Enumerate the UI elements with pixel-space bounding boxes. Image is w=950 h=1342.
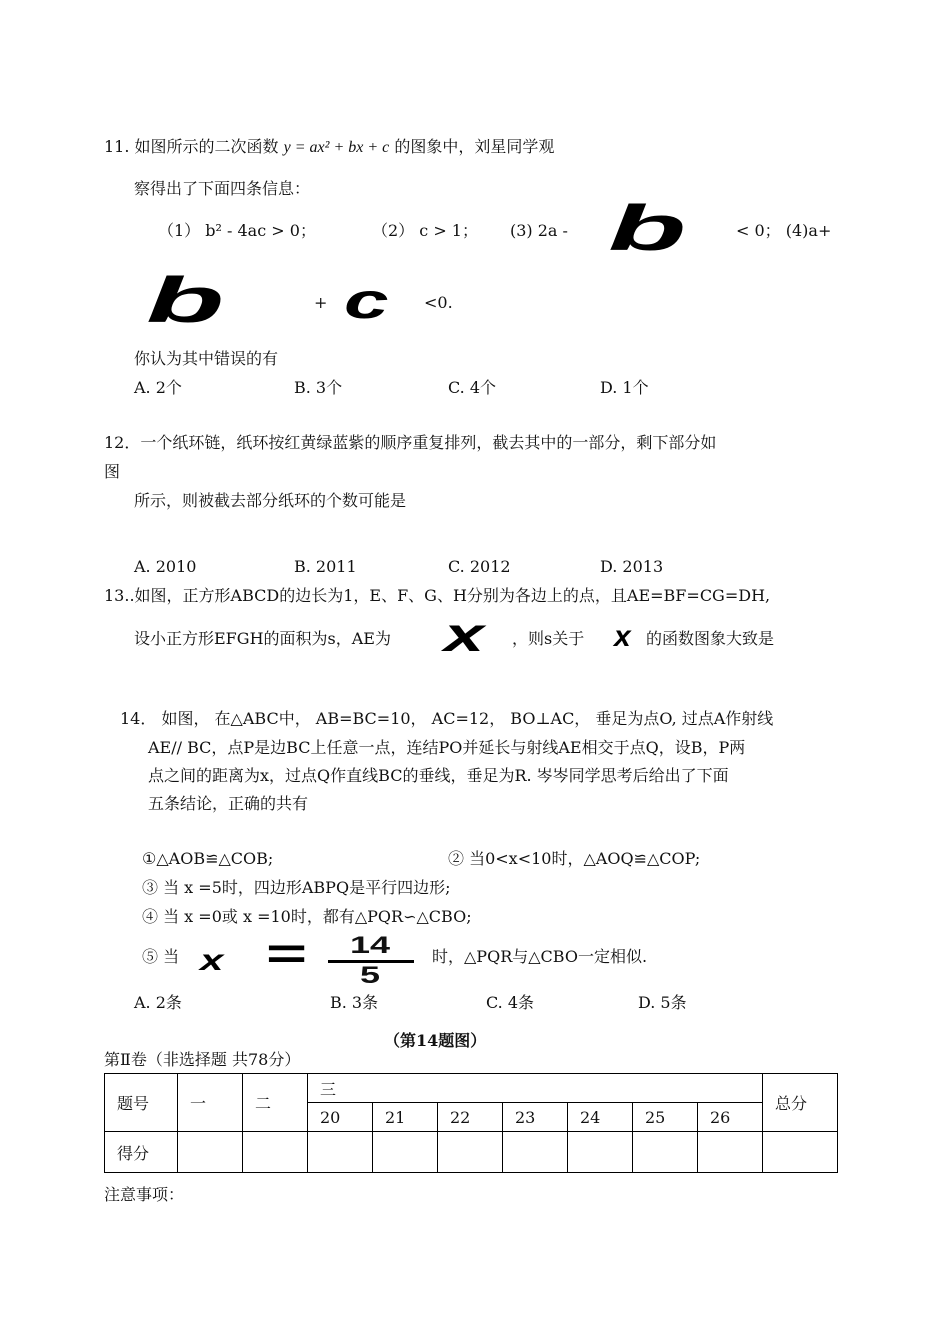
q11-cond3-tail: < 0； (4)a+ bbox=[736, 221, 832, 240]
q14-c5-x: x bbox=[200, 944, 224, 977]
q13-line2-head: 设小正方形EFGH的面积为s，AE为 bbox=[134, 629, 391, 648]
q14-conclusion-1: ①△AOB≌△COB; bbox=[142, 849, 274, 868]
score-cell[interactable] bbox=[633, 1132, 698, 1173]
q14-conclusion-5-head: ⑤ 当 bbox=[142, 947, 180, 966]
q13-line2-tail: 的函数图象大致是 bbox=[646, 629, 775, 648]
q14-option-b: B. 3条 bbox=[330, 993, 379, 1012]
q11-option-d: D. 1个 bbox=[600, 378, 649, 397]
q14-conclusion-3: ③ 当 x =5时，四边形ABPQ是平行四边形; bbox=[142, 878, 451, 897]
q11-glyph-b2: b bbox=[146, 264, 225, 336]
score-table-col-1: 一 bbox=[178, 1074, 243, 1132]
q13-glyph-x: x bbox=[444, 609, 485, 662]
q14-conclusion-5-tail: 时，△PQR与△CBO一定相似. bbox=[432, 947, 648, 966]
q14-c5-denominator: 5 bbox=[359, 962, 381, 989]
score-table-subcol: 21 bbox=[373, 1103, 438, 1132]
score-table-subcol: 23 bbox=[503, 1103, 568, 1132]
q11-cond3-head: (3) 2a - bbox=[510, 221, 568, 240]
q14-caption: （第14题图） bbox=[384, 1031, 487, 1050]
q11-plus: + bbox=[314, 293, 328, 312]
q14-c5-numerator: 14 bbox=[349, 932, 391, 959]
q11-line2: 察得出了下面四条信息： bbox=[134, 179, 311, 198]
q14-option-d: D. 5条 bbox=[638, 993, 687, 1012]
score-cell[interactable] bbox=[568, 1132, 633, 1173]
score-table-subcol: 25 bbox=[633, 1103, 698, 1132]
q12-option-a: A. 2010 bbox=[134, 557, 197, 576]
q11-glyph-b: b bbox=[608, 192, 687, 264]
score-table-col-2: 二 bbox=[243, 1074, 308, 1132]
q12-option-b: B. 2011 bbox=[294, 557, 357, 576]
score-table-subcol: 26 bbox=[698, 1103, 763, 1132]
score-table-total: 总分 bbox=[763, 1074, 838, 1132]
q12-option-d: D. 2013 bbox=[600, 557, 664, 576]
score-cell[interactable] bbox=[503, 1132, 568, 1173]
score-cell[interactable] bbox=[308, 1132, 373, 1173]
score-table-subcol: 22 bbox=[438, 1103, 503, 1132]
score-table-col-3: 三 bbox=[308, 1074, 763, 1103]
q14-line4: 五条结论，正确的共有 bbox=[148, 794, 309, 813]
q13-line2-mid: ，则s关于 bbox=[512, 629, 585, 648]
q11-cond4-tail: <0. bbox=[424, 293, 453, 312]
q11-option-c: C. 4个 bbox=[448, 378, 497, 397]
q11-cond2: （2） c > 1； bbox=[372, 221, 478, 240]
q12-line3: 所示，则被截去部分纸环的个数可能是 bbox=[134, 491, 407, 510]
part2-title: 第Ⅱ卷（非选择题 共78分） bbox=[104, 1050, 301, 1069]
q14-line1: 14． 如图， 在△ABC中， AB=BC=10， AC=12， BO⊥AC， 垂足为点O, 过点A作射线 bbox=[120, 709, 774, 728]
score-table-score-label: 得分 bbox=[105, 1132, 178, 1173]
q11-option-a: A. 2个 bbox=[134, 378, 182, 397]
q11-glyph-c: c bbox=[344, 273, 389, 329]
q14-conclusion-2: ② 当0<x<10时，△AOQ≌△COP; bbox=[448, 849, 701, 868]
q12-line2: 图 bbox=[104, 462, 121, 481]
q12-line1: 12．一个纸环链，纸环按红黄绿蓝紫的顺序重复排列，截去其中的一部分，剩下部分如 bbox=[104, 433, 717, 452]
q11-line1: 11. 如图所示的二次函数 y = ax² + bx + c 的图象中，刘星同学观 bbox=[104, 137, 555, 156]
q14-line3: 点之间的距离为x，过点Q作直线BC的垂线，垂足为R. 岑岑同学思考后给出了下面 bbox=[148, 766, 729, 785]
score-cell-total[interactable] bbox=[763, 1132, 838, 1173]
score-cell[interactable] bbox=[178, 1132, 243, 1173]
score-cell[interactable] bbox=[243, 1132, 308, 1173]
score-cell[interactable] bbox=[373, 1132, 438, 1173]
q11-option-b: B. 3个 bbox=[294, 378, 343, 397]
q13-glyph-x2: x bbox=[614, 620, 631, 653]
q14-option-c: C. 4条 bbox=[486, 993, 535, 1012]
score-cell[interactable] bbox=[438, 1132, 503, 1173]
q14-c5-equals: = bbox=[266, 929, 308, 978]
q14-option-a: A. 2条 bbox=[134, 993, 182, 1012]
q11-cond1: （1） b² - 4ac > 0； bbox=[158, 221, 316, 240]
part2-notes: 注意事项： bbox=[104, 1185, 185, 1204]
score-table-subcol: 20 bbox=[308, 1103, 373, 1132]
score-table-header-label: 题号 bbox=[105, 1074, 178, 1132]
q11-formula: y = ax² + bx + c bbox=[283, 139, 390, 156]
score-table bbox=[104, 1073, 838, 1173]
q12-option-c: C. 2012 bbox=[448, 557, 511, 576]
q14-line2: AE// BC，点P是边BC上任意一点，连结PO并延长与射线AE相交于点Q，设B，P两 bbox=[148, 738, 746, 757]
q14-conclusion-4: ④ 当 x =0或 x =10时，都有△PQR∽△CBO; bbox=[142, 907, 472, 926]
score-table-subcol: 24 bbox=[568, 1103, 633, 1132]
score-cell[interactable] bbox=[698, 1132, 763, 1173]
q13-line1: 13..如图，正方形ABCD的边长为1，E、F、G、H分别为各边上的点，且AE=BF=CG=DH, bbox=[104, 586, 771, 605]
q11-question: 你认为其中错误的有 bbox=[134, 349, 279, 368]
